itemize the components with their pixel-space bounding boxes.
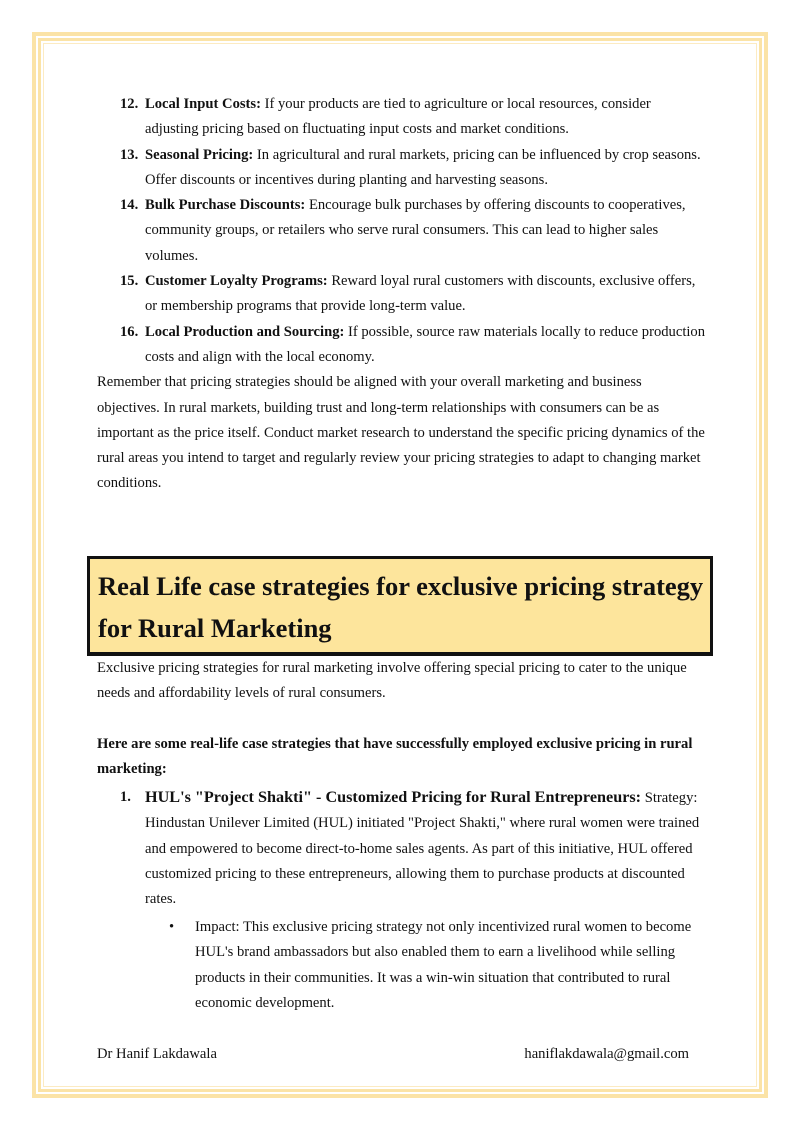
item-title: Bulk Purchase Discounts: — [145, 197, 306, 214]
item-text: In agricultural and rural markets, pricing can be influenced by crop seasons. Offer discounts or incentives during planting and harvesting seasons. — [145, 146, 701, 188]
item-text: If possible, source raw materials locally to reduce production costs and align with the local economy. — [145, 323, 706, 365]
conclusion-paragraph: Remember that pricing strategies should be aligned with your overall marketing and business objectives. In rural markets, building trust and long-term relationships with consumers can be as important as the price itself. Conduct market research to understand the specific pricing dynamics of the rural areas you intend to target and regularly review your pricing strategies to adapt to changing market conditions. — [97, 374, 705, 492]
item-number: 13. — [120, 146, 139, 163]
item-text: If your products are tied to agriculture or local resources, consider adjusting pricing based on fluctuating input costs and market conditions. — [145, 96, 651, 138]
item-title: Local Input Costs: — [145, 96, 261, 112]
case-title: HUL's "Project Shakti" - Customized Pricing for Rural Entrepreneurs: — [145, 788, 642, 806]
list-item — [97, 785, 707, 912]
impact-bullets — [97, 915, 707, 1016]
list-item — [97, 143, 707, 194]
item-number: 15. — [120, 273, 139, 290]
footer-author: Dr Hanif Lakdawala — [97, 1046, 217, 1062]
impact-text: Impact: This exclusive pricing strategy not only incentivized rural women to become HUL's brand ambassadors but also enabled them to earn a livelihood while selling products in their communities. It was a win-win situation that contributed to rural economic development. — [195, 919, 692, 1011]
case-study-1 — [97, 785, 707, 912]
item-text: Reward loyal rural customers with discounts, exclusive offers, or membership programs that provide long-term value. — [145, 273, 696, 315]
lead-paragraph: Here are some real-life case strategies that have successfully employed exclusive pricing in rural marketing: — [97, 736, 693, 778]
list-item — [97, 269, 707, 320]
pricing-tips-section — [97, 92, 707, 497]
section-heading-box — [87, 556, 713, 656]
case-text: Strategy: Hindustan Unilever Limited (HUL) initiated "Project Shakti," where rural women were trained and empowered to become direct-to-home sales agents. As part of this initiative, HUL offered customized pricing to these entrepreneurs, allowing them to purchase products at discounted rates. — [145, 790, 700, 908]
item-title: Customer Loyalty Programs: — [145, 273, 328, 290]
list-item — [97, 193, 707, 269]
section-heading: Real Life case strategies for exclusive pricing strategy for Rural Marketing — [98, 571, 704, 643]
item-number: 14. — [120, 197, 139, 214]
item-number: 12. — [120, 96, 139, 112]
case-list — [97, 785, 707, 912]
item-number: 1. — [120, 789, 131, 805]
footer-email: haniflakdawala@gmail.com — [524, 1046, 689, 1062]
list-item — [97, 915, 707, 1016]
item-text: Encourage bulk purchases by offering discounts to cooperatives, community groups, or retailers who serve rural consumers. This can lead to higher sales volumes. — [145, 197, 686, 264]
pricing-tips-list — [97, 92, 707, 370]
impact-list — [97, 915, 707, 1016]
intro-paragraph: Exclusive pricing strategies for rural marketing involve offering special pricing to cater to the unique needs and affordability levels of rural consumers. — [97, 660, 687, 702]
item-number: 16. — [120, 323, 139, 340]
list-item — [97, 320, 707, 371]
bullet-icon: • — [169, 919, 175, 935]
item-title: Seasonal Pricing: — [145, 146, 254, 163]
list-item — [97, 92, 707, 143]
item-title: Local Production and Sourcing: — [145, 323, 345, 340]
